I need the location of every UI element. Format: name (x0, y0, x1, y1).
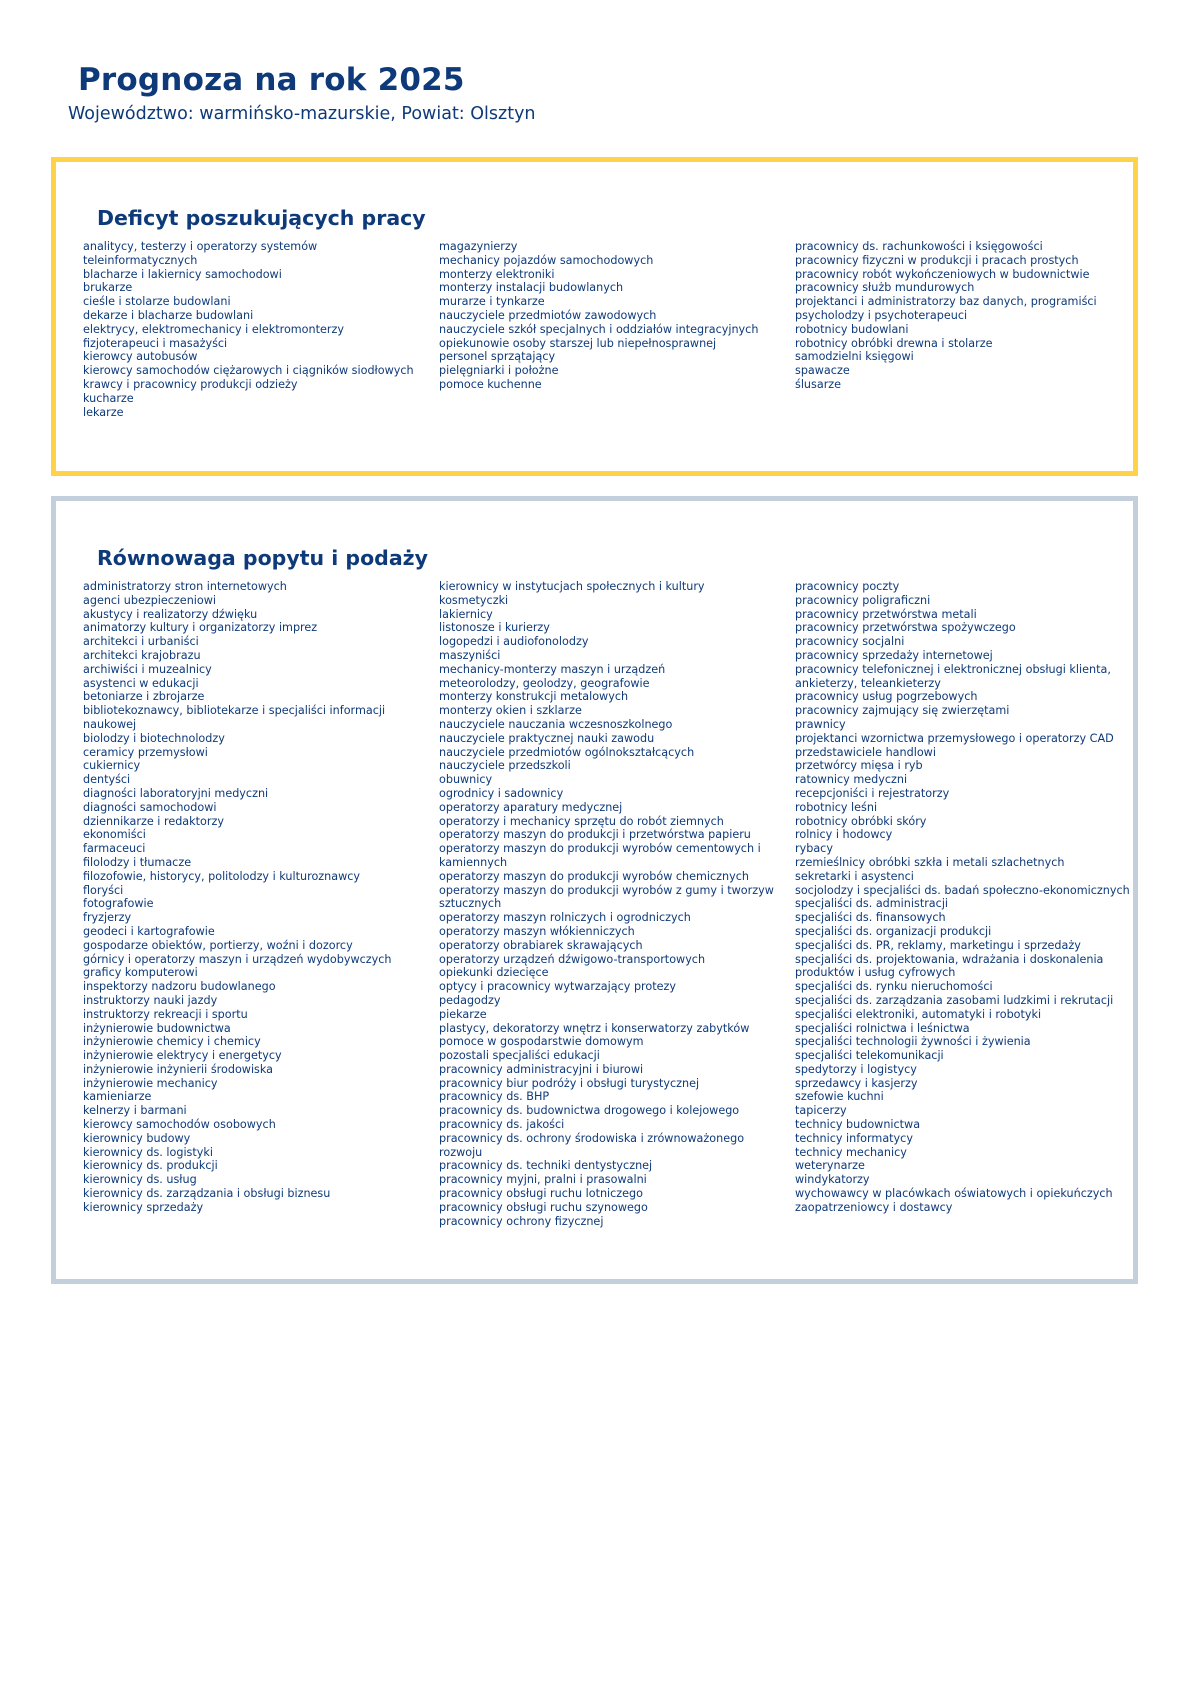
occupation-list-item: pracownicy administracyjni i biurowi (439, 1062, 644, 1076)
occupation-list-item: instruktorzy nauki jazdy (83, 993, 218, 1007)
occupation-list-item: specjaliści ds. PR, reklamy, marketingu i sprzedaży (795, 938, 1081, 952)
occupation-list-item: technicy budownictwa (795, 1118, 921, 1132)
occupation-list-item: pracownicy ds. ochrony środowiska i zrównoważonego (439, 1131, 745, 1145)
occupation-list-item: pracownicy telefonicznej i elektronicznej obsługi klienta, (795, 662, 1111, 676)
occupation-list-item: monterzy konstrukcji metalowych (439, 690, 629, 704)
occupation-list-item: prawnicy (795, 717, 846, 731)
occupation-list-item: pracownicy socjalni (795, 635, 905, 649)
occupation-list-item: szefowie kuchni (795, 1090, 884, 1104)
occupation-list-item: pracownicy obsługi ruchu szynowego (439, 1200, 648, 1214)
occupation-list-item: specjaliści ds. projektowania, wdrażania i doskonalenia (795, 952, 1104, 966)
occupation-list-item: fizjoterapeuci i masażyści (83, 336, 228, 350)
occupation-list-item: samodzielni księgowi (795, 350, 914, 364)
occupation-list-item: recepcjoniści i rejestratorzy (795, 786, 950, 800)
occupation-list-item: optycy i pracownicy wytwarzający protezy (439, 980, 677, 994)
balance-column-2 (439, 580, 789, 1228)
occupation-list-item: technicy informatycy (795, 1131, 913, 1145)
occupation-list-item: pielęgniarki i położne (439, 364, 559, 378)
occupation-list-item: projektanci wzornictwa przemysłowego i operatorzy CAD (795, 731, 1114, 745)
occupation-list-item: fotografowie (83, 897, 154, 911)
occupation-list-item: kierownicy ds. usług (83, 1173, 197, 1187)
occupation-list-item: listonosze i kurierzy (439, 621, 550, 635)
occupation-list-item: fryzjerzy (83, 911, 132, 925)
occupation-list-item: piekarze (439, 1007, 487, 1021)
occupation-list-item: pracownicy sprzedaży internetowej (795, 648, 993, 662)
occupation-list-item: kierownicy ds. zarządzania i obsługi biznesu (83, 1187, 331, 1201)
occupation-list-item: kamiennych (439, 855, 508, 869)
occupation-list-item: sztucznych (439, 897, 502, 911)
balance-section (51, 496, 1138, 1284)
occupation-list-item: pracownicy obsługi ruchu lotniczego (439, 1187, 644, 1201)
occupation-list-item: ślusarze (795, 377, 842, 391)
occupation-list-item: pozostali specjaliści edukacji (439, 1049, 600, 1063)
occupation-list-item: psycholodzy i psychoterapeuci (795, 308, 968, 322)
occupation-list-item: kamieniarze (83, 1090, 152, 1104)
occupation-list-item: krawcy i pracownicy produkcji odzieży (83, 377, 298, 391)
occupation-list-item: mechanicy-monterzy maszyn i urządzeń (439, 662, 666, 676)
occupation-list-item: dentyści (83, 773, 131, 787)
occupation-list-item: kierownicy w instytucjach społecznych i kultury (439, 580, 705, 593)
occupation-list-item: projektanci i administratorzy baz danych, programiści (795, 295, 1097, 309)
occupation-list-item: monterzy okien i szklarze (439, 704, 582, 718)
occupation-list-item: ankieterzy, teleankieterzy (795, 676, 941, 690)
occupation-list-item: geodeci i kartografowie (83, 924, 215, 938)
occupation-list-item: robotnicy obróbki skóry (795, 814, 927, 828)
balance-column-3 (795, 580, 1145, 1215)
occupation-list-item: gospodarze obiektów, portierzy, woźni i dozorcy (83, 938, 353, 952)
occupation-list-item: inżynierowie inżynierii środowiska (83, 1062, 274, 1076)
occupation-list-item: murarze i tynkarze (439, 295, 545, 309)
balance-column-1 (83, 580, 433, 1215)
occupation-list-item: floryści (83, 883, 124, 897)
occupation-list-item: akustycy i realizatorzy dźwięku (83, 607, 258, 621)
occupation-list-item: specjaliści ds. organizacji produkcji (795, 924, 992, 938)
occupation-list-item: opiekunki dziecięce (439, 966, 549, 980)
occupation-list-item: operatorzy maszyn do produkcji wyrobów cementowych i (439, 842, 761, 856)
occupation-list-item: tapicerzy (795, 1104, 847, 1118)
occupation-list-item: architekci krajobrazu (83, 648, 201, 662)
occupation-list-item: specjaliści technologii żywności i żywienia (795, 1035, 1031, 1049)
occupation-list-item: operatorzy maszyn włókienniczych (439, 924, 635, 938)
occupation-list-item: górnicy i operatorzy maszyn i urządzeń wydobywczych (83, 952, 392, 966)
occupation-list-item: kierownicy sprzedaży (83, 1200, 204, 1214)
occupation-list-item: specjaliści telekomunikacji (795, 1049, 944, 1063)
occupation-list-item: cukiernicy (83, 759, 141, 773)
occupation-list-item: rozwoju (439, 1145, 483, 1159)
occupation-list-item: meteorolodzy, geolodzy, geografowie (439, 676, 650, 690)
occupation-list-item: kierowcy samochodów ciężarowych i ciągników siodłowych (83, 364, 414, 378)
occupation-list-item: animatorzy kultury i organizatorzy imprez (83, 621, 318, 635)
occupation-list-item: architekci i urbaniści (83, 635, 199, 649)
occupation-list-item: pracownicy poligraficzni (795, 593, 931, 607)
occupation-list-item: technicy mechanicy (795, 1145, 907, 1159)
occupation-list-item: specjaliści rolnictwa i leśnictwa (795, 1021, 970, 1035)
occupation-list-item: blacharze i lakiernicy samochodowi (83, 267, 282, 281)
occupation-list-item: nauczyciele przedszkoli (439, 759, 571, 773)
occupation-list-item: naukowej (83, 717, 137, 731)
occupation-list-item: teleinformatycznych (83, 253, 198, 267)
occupation-list-item: operatorzy urządzeń dźwigowo-transportowych (439, 952, 706, 966)
occupation-list-item: kierowcy samochodów osobowych (83, 1118, 276, 1132)
occupation-list-item: dekarze i blacharze budowlani (83, 308, 254, 322)
occupation-list-item: rybacy (795, 842, 833, 856)
occupation-list-item: maszyniści (439, 648, 501, 662)
occupation-list-item: pracownicy ds. techniki dentystycznej (439, 1159, 653, 1173)
occupation-list-item: specjaliści ds. zarządzania zasobami ludzkimi i rekrutacji (795, 993, 1114, 1007)
occupation-list-item: pracownicy ds. BHP (439, 1090, 550, 1104)
occupation-list-item: operatorzy obrabiarek skrawających (439, 938, 643, 952)
occupation-list-item: pracownicy ds. rachunkowości i księgowości (795, 240, 1043, 253)
occupation-list-item: obuwnicy (439, 773, 493, 787)
occupation-list-item: archiwiści i muzealnicy (83, 662, 212, 676)
occupation-list-item: nauczyciele nauczania wczesnoszkolnego (439, 717, 673, 731)
occupation-list-item: ekonomiści (83, 828, 146, 842)
occupation-list-item: robotnicy obróbki drewna i stolarze (795, 336, 993, 350)
occupation-list-item: brukarze (83, 281, 133, 295)
occupation-list-item: specjaliści ds. rynku nieruchomości (795, 980, 993, 994)
occupation-list-item: pracownicy zajmujący się zwierzętami (795, 704, 1010, 718)
occupation-list-item: produktów i usług cyfrowych (795, 966, 956, 980)
occupation-list-item: elektrycy, elektromechanicy i elektromonterzy (83, 322, 344, 336)
occupation-list-item: cieśle i stolarze budowlani (83, 295, 231, 309)
occupation-list-item: pedagodzy (439, 993, 501, 1007)
deficit-column-1 (83, 240, 433, 419)
occupation-list-item: pomoce w gospodarstwie domowym (439, 1035, 644, 1049)
occupation-list-item: graficy komputerowi (83, 966, 198, 980)
occupation-list-item: pomoce kuchenne (439, 377, 542, 391)
occupation-list-item: nauczyciele przedmiotów ogólnokształcących (439, 745, 695, 759)
occupation-list-item: magazynierzy (439, 240, 518, 253)
occupation-list-item: ratownicy medyczni (795, 773, 908, 787)
occupation-list-item: diagności laboratoryjni medyczni (83, 786, 269, 800)
occupation-list-item: specjaliści elektroniki, automatyki i robotyki (795, 1007, 1042, 1021)
occupation-list-item: ceramicy przemysłowi (83, 745, 208, 759)
occupation-list-item: instruktorzy rekreacji i sportu (83, 1007, 248, 1021)
occupation-list-item: sekretarki i asystenci (795, 869, 914, 883)
occupation-list-item: robotnicy budowlani (795, 322, 909, 336)
page-title: Prognoza na rok 2025 (78, 62, 465, 98)
occupation-list-item: weterynarze (795, 1159, 865, 1173)
occupation-list-item: pracownicy robót wykończeniowych w budownictwie (795, 267, 1090, 281)
deficit-section-title: Deficyt poszukujących pracy (97, 206, 426, 230)
occupation-list-item: agenci ubezpieczeniowi (83, 593, 216, 607)
occupation-list-item: operatorzy maszyn do produkcji wyrobów chemicznych (439, 869, 750, 883)
occupation-list-item: operatorzy i mechanicy sprzętu do robót ziemnych (439, 814, 724, 828)
occupation-list-item: personel sprzątający (439, 350, 556, 364)
occupation-list-item: operatorzy maszyn do produkcji i przetwórstwa papieru (439, 828, 751, 842)
occupation-list-item: plastycy, dekoratorzy wnętrz i konserwatorzy zabytków (439, 1021, 750, 1035)
occupation-list-item: filozofowie, historycy, politolodzy i kulturoznawcy (83, 869, 361, 883)
occupation-list-item: specjaliści ds. finansowych (795, 911, 946, 925)
occupation-list-item: specjaliści ds. administracji (795, 897, 949, 911)
occupation-list-item: logopedzi i audiofonolodzy (439, 635, 589, 649)
occupation-list-item: kierownicy ds. produkcji (83, 1159, 218, 1173)
occupation-list-item: pracownicy poczty (795, 580, 900, 593)
occupation-list-item: przedstawiciele handlowi (795, 745, 936, 759)
occupation-list-item: kierownicy ds. logistyki (83, 1145, 213, 1159)
occupation-list-item: spedytorzy i logistycy (795, 1062, 917, 1076)
occupation-list-item: inżynierowie mechanicy (83, 1076, 218, 1090)
occupation-list-item: mechanicy pojazdów samochodowych (439, 253, 654, 267)
occupation-list-item: sprzedawcy i kasjerzy (795, 1076, 918, 1090)
occupation-list-item: rzemieślnicy obróbki szkła i metali szlachetnych (795, 855, 1065, 869)
occupation-list-item: analitycy, testerzy i operatorzy systemów (83, 240, 318, 253)
occupation-list-item: operatorzy maszyn do produkcji wyrobów z gumy i tworzyw (439, 883, 774, 897)
deficit-column-2 (439, 240, 789, 392)
occupation-list-item: ogrodnicy i sadownicy (439, 786, 564, 800)
occupation-list-item: bibliotekoznawcy, bibliotekarze i specjaliści informacji (83, 704, 386, 718)
occupation-list-item: zaopatrzeniowcy i dostawcy (795, 1200, 953, 1214)
occupation-list-item: pracownicy usług pogrzebowych (795, 690, 978, 704)
occupation-list-item: robotnicy leśni (795, 800, 878, 814)
occupation-list-item: administratorzy stron internetowych (83, 580, 287, 593)
occupation-list-item: pracownicy ds. jakości (439, 1118, 565, 1132)
occupation-list-item: pracownicy biur podróży i obsługi turystycznej (439, 1076, 700, 1090)
occupation-list-item: wychowawcy w placówkach oświatowych i opiekuńczych (795, 1187, 1113, 1201)
occupation-list-item: kosmetyczki (439, 593, 509, 607)
occupation-list-item: monterzy elektroniki (439, 267, 555, 281)
occupation-list-item: windykatorzy (795, 1173, 870, 1187)
occupation-list-item: socjolodzy i specjaliści ds. badań społeczno-ekonomicznych (795, 883, 1130, 897)
occupation-list-item: pracownicy fizyczni w produkcji i pracach prostych (795, 253, 1079, 267)
occupation-list-item: inżynierowie budownictwa (83, 1021, 231, 1035)
occupation-list-item: betoniarze i zbrojarze (83, 690, 205, 704)
occupation-list-item: dziennikarze i redaktorzy (83, 814, 224, 828)
occupation-list-item: asystenci w edukacji (83, 676, 199, 690)
occupation-list-item: przetwórcy mięsa i ryb (795, 759, 923, 773)
page-subtitle: Województwo: warmińsko-mazurskie, Powiat: Olsztyn (68, 104, 536, 124)
occupation-list-item: pracownicy przetwórstwa spożywczego (795, 621, 1016, 635)
occupation-list-item: pracownicy ds. budownictwa drogowego i kolejowego (439, 1104, 740, 1118)
occupation-list-item: filolodzy i tłumacze (83, 855, 192, 869)
occupation-list-item: inżynierowie elektrycy i energetycy (83, 1049, 282, 1063)
occupation-list-item: spawacze (795, 364, 850, 378)
deficit-column-3 (795, 240, 1145, 392)
occupation-list-item: kelnerzy i barmani (83, 1104, 187, 1118)
occupation-list-item: kierowcy autobusów (83, 350, 198, 364)
occupation-list-item: pracownicy służb mundurowych (795, 281, 975, 295)
occupation-list-item: inspektorzy nadzoru budowlanego (83, 980, 276, 994)
occupation-list-item: kierownicy budowy (83, 1131, 191, 1145)
occupation-list-item: monterzy instalacji budowlanych (439, 281, 624, 295)
occupation-list-item: biolodzy i biotechnolodzy (83, 731, 225, 745)
occupation-list-item: opiekunowie osoby starszej lub niepełnosprawnej (439, 336, 717, 350)
occupation-list-item: nauczyciele szkół specjalnych i oddziałów integracyjnych (439, 322, 759, 336)
occupation-list-item: lakiernicy (439, 607, 493, 621)
occupation-list-item: nauczyciele praktycznej nauki zawodu (439, 731, 655, 745)
occupation-list-item: diagności samochodowi (83, 800, 217, 814)
occupation-list-item: lekarze (83, 405, 124, 419)
deficit-section (51, 157, 1138, 476)
occupation-list-item: inżynierowie chemicy i chemicy (83, 1035, 261, 1049)
occupation-list-item: nauczyciele przedmiotów zawodowych (439, 308, 657, 322)
occupation-list-item: operatorzy maszyn rolniczych i ogrodniczych (439, 911, 691, 925)
occupation-list-item: rolnicy i hodowcy (795, 828, 893, 842)
occupation-list-item: farmaceuci (83, 842, 146, 856)
occupation-list-item: pracownicy myjni, pralni i prasowalni (439, 1173, 647, 1187)
occupation-list-item: pracownicy przetwórstwa metali (795, 607, 977, 621)
occupation-list-item: kucharze (83, 391, 134, 405)
occupation-list-item: pracownicy ochrony fizycznej (439, 1214, 604, 1228)
balance-section-title: Równowaga popytu i podaży (97, 546, 428, 570)
occupation-list-item: operatorzy aparatury medycznej (439, 800, 623, 814)
